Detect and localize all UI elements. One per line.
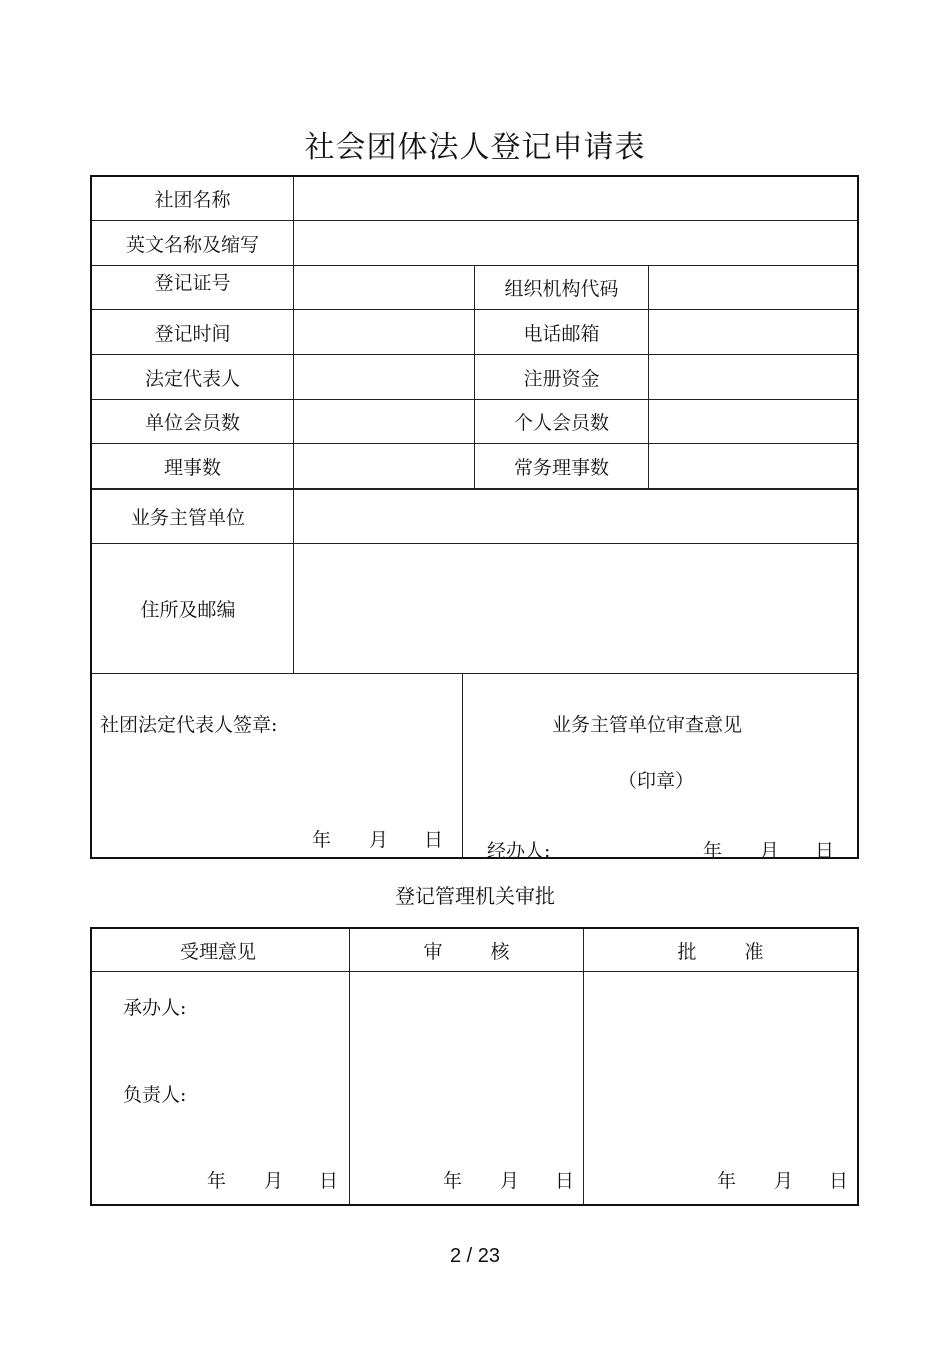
supervisor-opinion-area[interactable] <box>463 740 856 820</box>
month-label: 月 <box>500 1170 520 1192</box>
accept-opinion-area[interactable] <box>93 973 348 1153</box>
legal-rep-label: 法定代表人 <box>144 367 240 390</box>
supervisor-opinion-date <box>703 836 834 863</box>
handler-label: 经办人: <box>487 840 551 862</box>
english-name-label: 英文名称及缩写 <box>125 233 259 256</box>
english-name-field[interactable] <box>294 221 856 265</box>
day-label: 日 <box>829 1170 849 1192</box>
reg-capital-field[interactable] <box>649 355 856 399</box>
phone-email-label: 电话邮箱 <box>523 322 600 345</box>
responsible-person-label: 负责人: <box>123 1084 187 1106</box>
day-label: 日 <box>424 829 444 851</box>
individual-members-field[interactable] <box>649 400 856 443</box>
unit-members-label: 单位会员数 <box>144 412 240 434</box>
reg-no-label: 登记证号 <box>154 271 231 294</box>
accept-opinion-header: 受理意见 <box>179 940 256 963</box>
supervisor-unit-field[interactable] <box>294 490 856 543</box>
month-label: 月 <box>369 829 389 851</box>
year-label: 年 <box>312 829 332 851</box>
accept-opinion-date <box>207 1166 338 1193</box>
seal-label: （印章） <box>618 770 695 792</box>
phone-email-field[interactable] <box>649 310 856 354</box>
review-header-char-2: 核 <box>490 940 510 963</box>
page-number: 2 / 23 <box>449 1245 501 1267</box>
rep-signature-area[interactable] <box>93 740 461 820</box>
year-label: 年 <box>443 1170 463 1192</box>
directors-field[interactable] <box>294 444 474 488</box>
standing-directors-field[interactable] <box>649 444 856 488</box>
rep-signature-date <box>312 825 443 852</box>
reg-time-field[interactable] <box>294 310 474 354</box>
reg-time-label: 登记时间 <box>154 322 231 345</box>
approve-area[interactable] <box>584 973 856 1153</box>
approval-section-title: 登记管理机关审批 <box>395 884 555 908</box>
org-code-field[interactable] <box>649 266 856 309</box>
approve-header <box>584 929 857 971</box>
supervisor-unit-label: 业务主管单位 <box>130 507 245 529</box>
year-label: 年 <box>717 1170 737 1192</box>
reg-capital-label: 注册资金 <box>523 367 600 390</box>
row-divider <box>92 673 857 674</box>
row-divider <box>92 971 857 972</box>
reg-no-field[interactable] <box>294 266 474 309</box>
supervisor-opinion-label: 业务主管单位审查意见 <box>552 714 743 736</box>
page-title: 社会团体法人登记申请表 <box>304 130 646 165</box>
approve-date <box>717 1166 848 1193</box>
rep-signature-label: 社团法定代表人签章: <box>100 714 278 736</box>
year-label: 年 <box>207 1170 227 1192</box>
directors-label: 理事数 <box>163 456 221 479</box>
review-date <box>443 1166 574 1193</box>
society-name-label: 社团名称 <box>154 189 231 211</box>
review-header-char-1: 审 <box>423 940 443 963</box>
approve-header-char-1: 批 <box>677 940 697 963</box>
month-label: 月 <box>760 840 780 862</box>
month-label: 月 <box>264 1170 284 1192</box>
address-postcode-label: 住所及邮编 <box>140 599 236 621</box>
day-label: 日 <box>319 1170 339 1192</box>
undertaker-label: 承办人: <box>123 997 187 1019</box>
review-header <box>350 929 583 971</box>
legal-rep-field[interactable] <box>294 355 474 399</box>
address-postcode-field[interactable] <box>294 544 856 673</box>
org-code-label: 组织机构代码 <box>504 278 619 300</box>
day-label: 日 <box>815 840 835 862</box>
individual-members-label: 个人会员数 <box>513 412 609 434</box>
day-label: 日 <box>555 1170 575 1192</box>
unit-members-field[interactable] <box>294 400 474 443</box>
approve-header-char-2: 准 <box>744 940 764 963</box>
standing-directors-label: 常务理事数 <box>513 456 609 479</box>
month-label: 月 <box>774 1170 794 1192</box>
review-area[interactable] <box>350 973 582 1153</box>
society-name-field[interactable] <box>294 177 856 220</box>
year-label: 年 <box>703 840 723 862</box>
